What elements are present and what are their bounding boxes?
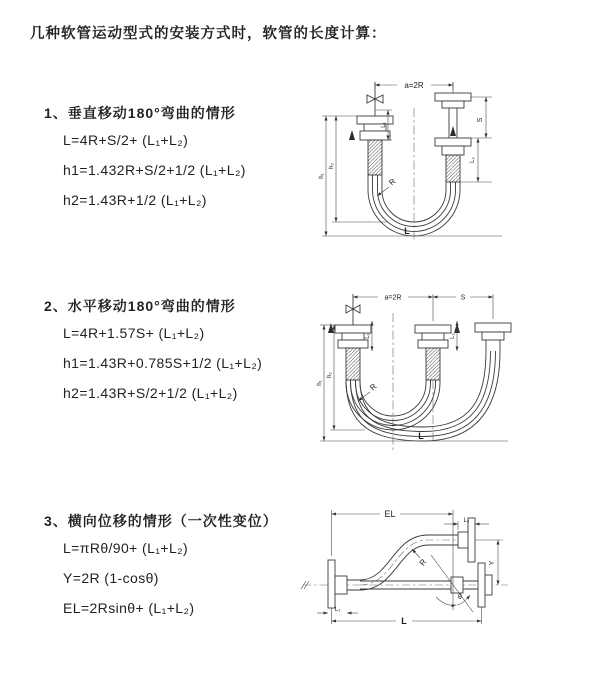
dim-r [377,177,398,196]
flange-upper [458,518,475,562]
movement-arrow-left [328,323,334,333]
valve-icon [346,294,360,325]
section-3-formula-L: L=πRθ/90+ (L₁+L₂) [63,540,189,556]
dim-label-l2: L₂ [470,157,476,163]
fitting-left [335,325,371,380]
diagram-vertical-180-bend [312,70,587,260]
dim-label-r: R [417,557,429,568]
dim-label-h1: h₁ [319,173,325,179]
section-2-formula-h2: h2=1.43R+S/2+1/2 (L₁+L₂) [63,385,238,401]
diagram-lateral-displacement [298,500,598,640]
section-2-formula-L: L=4R+1.57S+ (L₁+L₂) [63,325,205,341]
dim-label-r: R [387,176,398,188]
dim-label-a2r: a=2R [404,81,424,90]
dim-r [412,549,428,568]
dim-a2r [353,294,493,321]
fitting-left [357,116,393,175]
dim-label-s: S [460,294,466,302]
page-title: 几种软管运动型式的安装方式时，软管的长度计算： [30,26,387,42]
dim-label-l: L [404,226,410,236]
dim-label-l2: L₂ [450,333,456,339]
dim-label-l2: L₂ [463,518,470,524]
dim-label-l: L [418,431,424,441]
dim-label-l1: L₁ [365,333,371,339]
dim-label-h2: h₂ [327,372,333,378]
angle-theta [431,555,473,612]
section-2-formula-h1: h1=1.43R+0.785S+1/2 (L₁+L₂) [63,355,263,371]
section-2-heading: 2、水平移动180°弯曲的情形 [44,298,236,314]
dim-label-l1: L₁ [381,122,387,128]
diagram-horizontal-180-bend [310,283,590,463]
hose-s-curve [360,535,458,590]
section-1-formula-h1: h1=1.432R+S/2+1/2 (L₁+L₂) [63,162,246,178]
dim-label-r: R [368,381,379,393]
dim-l2 [444,518,489,530]
movement-arrow-right [450,126,456,136]
section-1-heading: 1、垂直移动180°弯曲的情形 [44,105,236,121]
dim-s [433,295,493,302]
angle-label-theta: θ [458,594,462,601]
dim-label-l: L [401,616,407,626]
valve-icon [367,82,383,116]
dim-label-h1: h₁ [317,380,323,386]
dim-label-a2r: a=2R [384,294,402,302]
dim-h1 [317,325,335,441]
dim-label-l1: L₁ [334,607,341,613]
dim-l [332,607,482,626]
section-1-formula-h2: h2=1.43R+1/2 (L₁+L₂) [63,192,207,208]
dim-label-y: Y [489,560,496,566]
dim-a2r [375,81,453,90]
dim-label-s: S [477,117,484,123]
flange-left [328,560,360,608]
section-3-formula-EL: EL=2Rsinθ+ (L₁+L₂) [63,600,195,616]
section-3-heading: 3、横向位移的情形（一次性变位） [44,513,278,529]
fitting-middle [415,325,451,380]
dim-el [332,509,454,610]
movement-arrow-left [349,130,355,140]
dim-label-el: EL [384,509,396,519]
section-1-formula-L: L=4R+S/2+ (L₁+L₂) [63,132,189,148]
dim-l1 [317,607,358,613]
fitting-right [475,323,511,351]
dim-label-h2: h₂ [329,163,335,169]
section-3-formula-Y: Y=2R (1-cosθ) [63,570,159,586]
